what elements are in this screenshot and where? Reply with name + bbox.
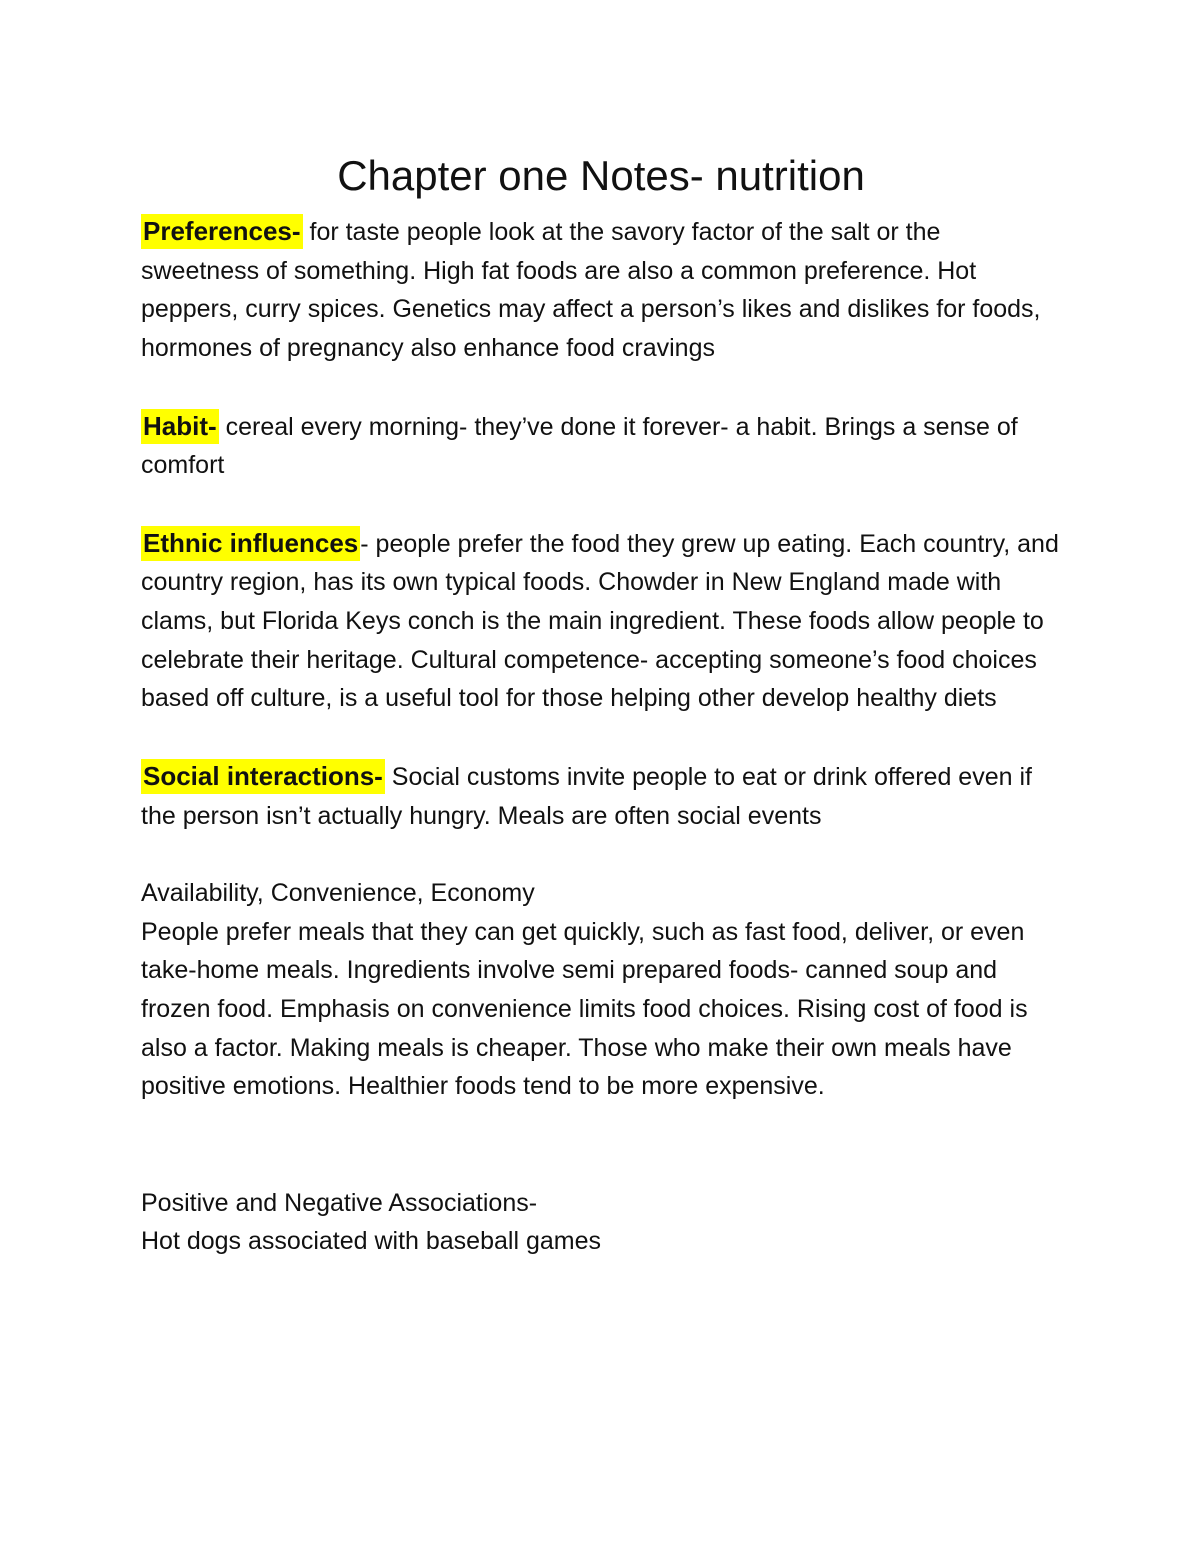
associations-text: Hot dogs associated with baseball games	[141, 1227, 601, 1256]
section-text: cereal every morning- they’ve done it forever- a habit. Brings a sense of comfort	[141, 412, 1018, 480]
associations-heading: Positive and Negative Associations-	[141, 1188, 538, 1217]
highlighted-heading: Habit-	[141, 409, 219, 444]
section-text: - people prefer the food they grew up eating. Each country, and country region, has its own typical foods. Chowder in New England made with clams, but Florida Keys conch is the main ingredient. These foods allow people to celebrate their heritage. Cultural competence- accepting someone’s food choices based off culture, is a useful tool for those helping other develop healthy diets	[141, 529, 1059, 713]
section-preferences	[141, 212, 1061, 368]
paragraph-spacer	[141, 1106, 1061, 1183]
paragraph-spacer	[141, 835, 1061, 874]
paragraph-spacer	[141, 485, 1061, 524]
section-text: for taste people look at the savory factor of the salt or the sweetness of something. High fat foods are also a common preference. Hot peppers, curry spices. Genetics may affect a person’s likes and dislikes for foods, hormones of pregnancy also enhance food cravings	[141, 218, 1041, 363]
page-title: Chapter one Notes- nutrition	[337, 152, 865, 199]
availability-heading: Availability, Convenience, Economy	[141, 878, 535, 907]
section-habit	[141, 407, 1061, 485]
section-text: Social customs invite people to eat or drink offered even if the person isn’t actually hungry. Meals are often social events	[141, 762, 1032, 830]
document-body	[141, 150, 1061, 1261]
availability-text: People prefer meals that they can get quickly, such as fast food, deliver, or even take-home meals. Ingredients involve semi prepared foods- canned soup and frozen food. Emphasis on convenience limits food choices. Rising cost of food is also a factor. Making meals is cheaper. Those who make their own meals have positive emotions. Healthier foods tend to be more expensive.	[141, 917, 1028, 1101]
highlighted-heading: Ethnic influences	[141, 526, 360, 561]
section-social-interactions	[141, 757, 1061, 835]
highlighted-heading: Social interactions-	[141, 759, 385, 794]
paragraph-spacer	[141, 718, 1061, 757]
highlighted-heading: Preferences-	[141, 214, 303, 249]
paragraph-spacer	[141, 368, 1061, 407]
section-ethnic-influences	[141, 524, 1061, 719]
